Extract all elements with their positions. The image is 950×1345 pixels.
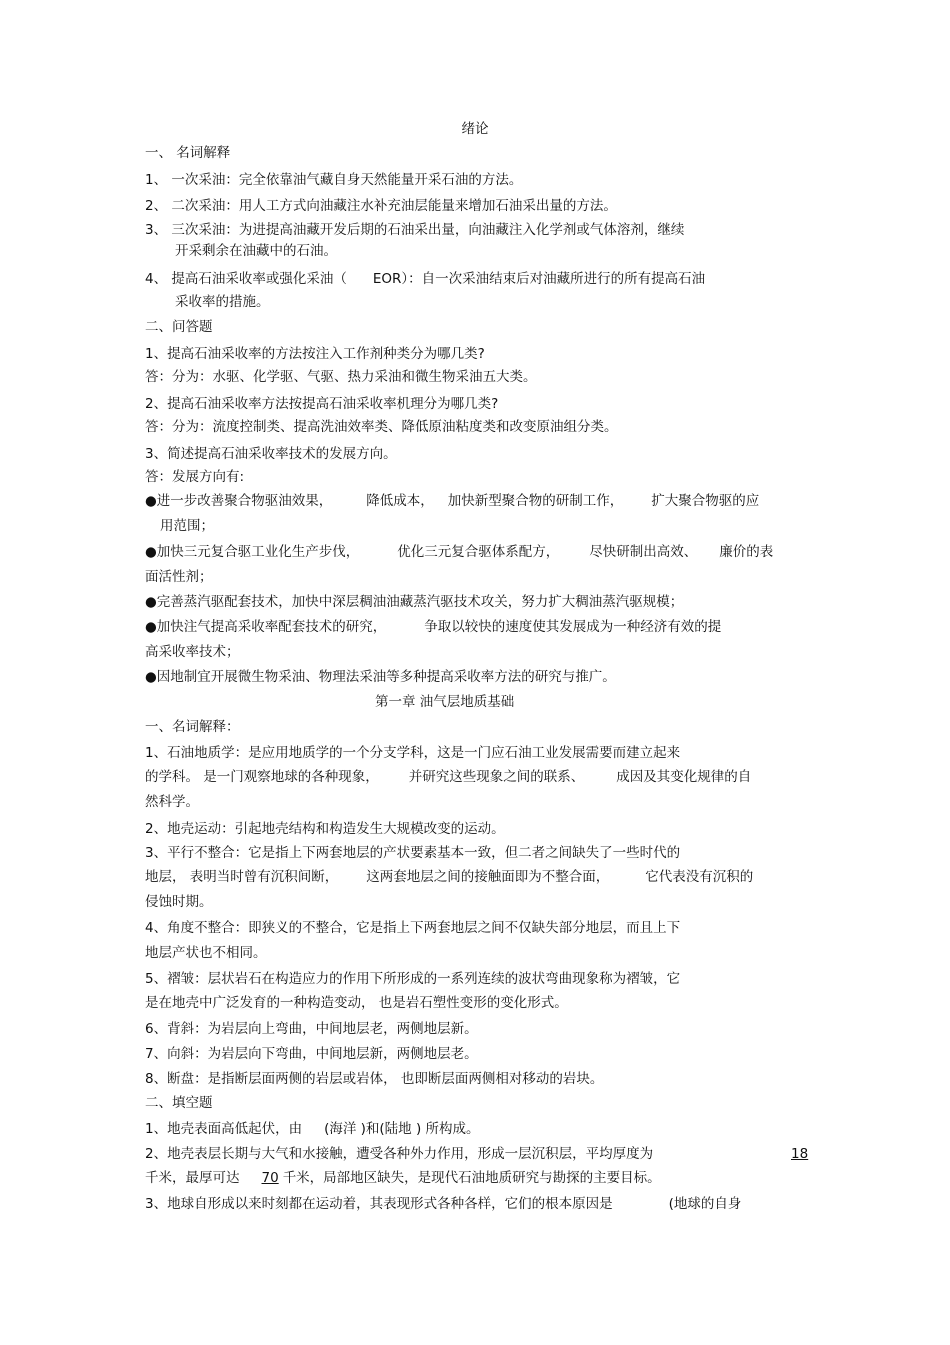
definition-5-line1: 5、褶皱：层状岩石在构造应力的作用下所形成的一系列连续的波状弯曲现象称为褶皱，它 bbox=[145, 971, 681, 987]
text-span: 争取以较快的速度使其发展成为一种经济有效的提 bbox=[424, 619, 722, 635]
bullet-4-line1 bbox=[145, 619, 721, 635]
definition-3-line1: 3、平行不整合：它是指上下两套地层的产状要素基本一致，但二者之间缺失了一些时代的 bbox=[145, 845, 681, 861]
section-heading: 一、名词解释： bbox=[145, 719, 240, 735]
section-heading: 二、填空题 bbox=[145, 1095, 213, 1111]
definition-4-line2: 地层产状也不相同。 bbox=[145, 945, 267, 961]
section-heading: 二、问答题 bbox=[145, 319, 213, 335]
text-span: 1、地壳表面高低起伏，由 bbox=[145, 1121, 303, 1137]
fill-in-2-line2 bbox=[145, 1170, 661, 1186]
definition-2: 2、地壳运动：引起地壳结构和构造发生大规模改变的运动。 bbox=[145, 821, 505, 837]
term-4-part2: EOR）：自一次采油结束后对油藏所进行的所有提高石油 bbox=[372, 271, 706, 287]
bullet-3: ●完善蒸汽驱配套技术，加快中深层稠油油藏蒸汽驱技术攻关，努力扩大稠油蒸汽驱规模； bbox=[145, 594, 684, 610]
bullet-2-line1 bbox=[145, 544, 773, 560]
text-span: 的学科。 是一门观察地球的各种现象， bbox=[145, 769, 379, 785]
bullet-2-line2: 面活性剂； bbox=[145, 569, 213, 585]
term-4-line1 bbox=[145, 271, 705, 287]
section-heading: 一、 名词解释 bbox=[145, 145, 231, 161]
bullet-1-line2: 用范围； bbox=[160, 518, 214, 534]
term-3-line1: 3、 三次采油：为进提高油藏开发后期的石油采出量，向油藏注入化学剂或气体溶剂，继续 bbox=[145, 222, 685, 238]
fill-in-2-answer-18: 18 bbox=[791, 1146, 809, 1162]
fill-in-3 bbox=[145, 1196, 741, 1212]
answer-1: 答：分为：水驱、化学驱、气驱、热力采油和微生物采油五大类。 bbox=[145, 369, 537, 385]
question-1: 1、提高石油采收率的方法按注入工作剂种类分为哪几类? bbox=[145, 346, 485, 362]
definition-8: 8、断盘：是指断层面两侧的岩层或岩体， 也即断层面两侧相对移动的岩块。 bbox=[145, 1071, 604, 1087]
term-3-line2: 开采剩余在油藏中的石油。 bbox=[175, 243, 337, 259]
text-span: 廉价的表 bbox=[719, 544, 774, 560]
text-span: 它代表没有沉积的 bbox=[645, 869, 754, 885]
bullet-4-line2: 高采收率技术； bbox=[145, 644, 240, 660]
text-span: 尽快研制出高效、 bbox=[589, 544, 698, 560]
question-2: 2、提高石油采收率方法按提高石油采收率机理分为哪几类? bbox=[145, 396, 499, 412]
question-3: 3、简述提高石油采收率技术的发展方向。 bbox=[145, 446, 397, 462]
bullet-1-line1 bbox=[145, 493, 759, 509]
text-span: 扩大聚合物驱的应 bbox=[651, 493, 760, 509]
text-span: ●加快三元复合驱工业化生产步伐， bbox=[145, 544, 360, 560]
definition-3-line3: 侵蚀时期。 bbox=[145, 894, 213, 910]
text-span: 降低成本， bbox=[366, 493, 434, 509]
text-span: ●加快注气提高采收率配套技术的研究， bbox=[145, 619, 387, 635]
definition-5-line2: 是在地壳中广泛发育的一种构造变动， 也是岩石塑性变形的变化形式。 bbox=[145, 995, 568, 1011]
answer-2: 答：分为：流度控制类、提高洗油效率类、降低原油粘度类和改变原油组分类。 bbox=[145, 419, 618, 435]
text-span: (海洋 )和(陆地 ) 所构成。 bbox=[324, 1121, 480, 1137]
text-span: 千米，局部地区缺失，是现代石油地质研究与勘探的主要目标。 bbox=[282, 1170, 661, 1186]
definition-1-line3: 然科学。 bbox=[145, 794, 199, 810]
fill-in-2-line1: 2、地壳表层长期与大气和水接触，遭受各种外力作用，形成一层沉积层，平均厚度为 bbox=[145, 1146, 654, 1162]
term-2: 2、 二次采油：用人工方式向油藏注水补充油层能量来增加石油采出量的方法。 bbox=[145, 198, 617, 214]
text-span: 这两套地层之间的接触面即为不整合面， bbox=[366, 869, 610, 885]
text-span: (地球的自身 bbox=[668, 1196, 742, 1212]
term-4-line2: 采收率的措施。 bbox=[175, 294, 270, 310]
text-span: 并研究这些现象之间的联系、 bbox=[408, 769, 585, 785]
term-1: 1、 一次采油：完全依靠油气藏自身天然能量开采石油的方法。 bbox=[145, 172, 523, 188]
bullet-5: ●因地制宜开展微生物采油、物理法采油等多种提高采收率方法的研究与推广。 bbox=[145, 669, 616, 685]
definition-1-line1: 1、石油地质学：是应用地质学的一个分支学科，这是一门应石油工业发展需要而建立起来 bbox=[145, 745, 681, 761]
term-4-part1: 4、 提高石油采收率或强化采油（ bbox=[145, 271, 347, 287]
text-span: 成因及其变化规律的自 bbox=[616, 769, 752, 785]
definition-7: 7、向斜：为岩层向下弯曲，中间地层新，两侧地层老。 bbox=[145, 1046, 478, 1062]
text-span: 千米，最厚可达 bbox=[145, 1170, 240, 1186]
text-span: 加快新型聚合物的研制工作， bbox=[447, 493, 624, 509]
text-span: 3、地球自形成以来时刻都在运动着，其表现形式各种各样，它们的根本原因是 bbox=[145, 1196, 613, 1212]
answer-3: 答：发展方向有: bbox=[145, 469, 245, 485]
definition-3-line2 bbox=[145, 869, 753, 885]
definition-4-line1: 4、角度不整合：即狭义的不整合，它是指上下两套地层之间不仅缺失部分地层，而且上下 bbox=[145, 920, 681, 936]
definition-6: 6、背斜：为岩层向上弯曲，中间地层老，两侧地层新。 bbox=[145, 1021, 478, 1037]
chapter-title: 第一章 油气层地质基础 bbox=[375, 694, 515, 710]
fill-in-2-answer-70: 70 bbox=[261, 1170, 279, 1186]
text-span: 优化三元复合驱体系配方， bbox=[397, 544, 560, 560]
text-span: 地层， 表明当时曾有沉积间断， bbox=[145, 869, 339, 885]
page-title: 绪论 bbox=[461, 121, 489, 137]
text-span: ●进一步改善聚合物驱油效果， bbox=[145, 493, 333, 509]
fill-in-1 bbox=[145, 1121, 480, 1137]
definition-1-line2 bbox=[145, 769, 751, 785]
